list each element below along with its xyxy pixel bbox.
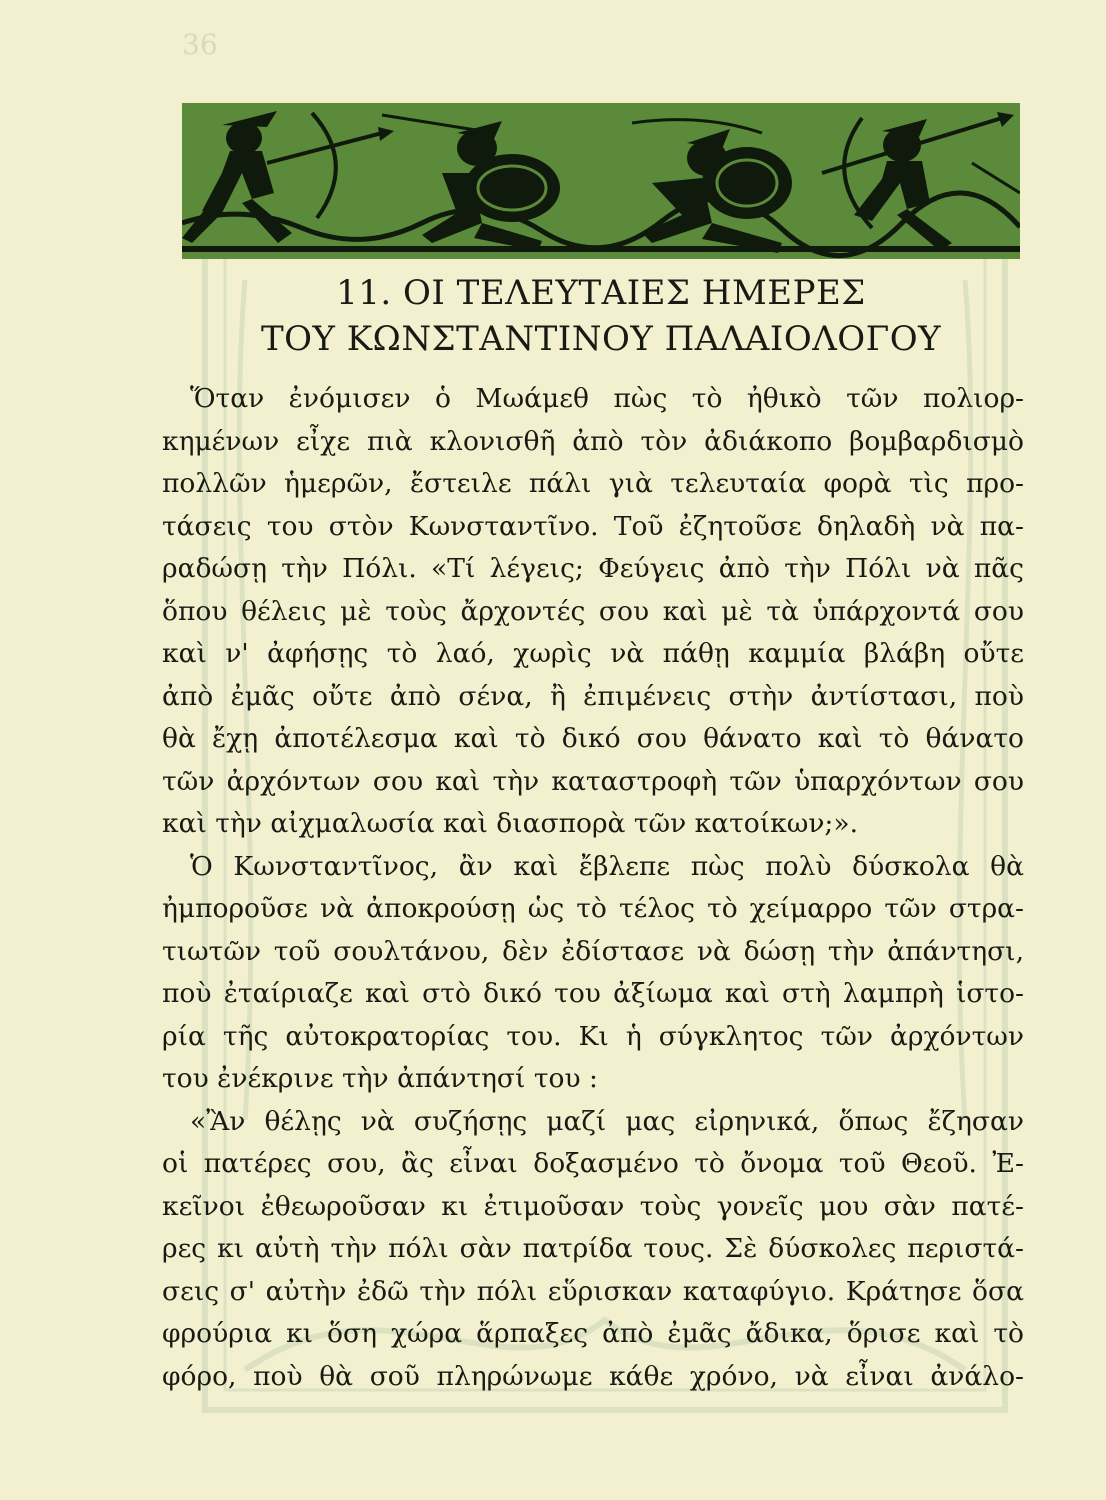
text-line: καὶ τὴν αἰχμαλωσία καὶ διασπορὰ τῶν κατοίκων;».: [162, 808, 858, 839]
text-line: ρες κι αὐτὴ τὴν πόλι σὰν πατρίδα τους. Σὲ δύσκολες περιστά-: [162, 1233, 1024, 1264]
warrior-frieze-icon: [182, 103, 1020, 259]
text-line: κεῖνοι ἐθεωροῦσαν κι ἐτιμοῦσαν τοὺς γονεῖς μου σὰν πατέ-: [162, 1190, 1024, 1222]
text-line: «Ἂν θέλῃς νὰ συζήσῃς μαζί μας εἰρηνικά, ὅπως ἔζησαν: [190, 1105, 1024, 1137]
warrior-frieze-banner: [182, 103, 1020, 259]
text-line: κημένων εἶχε πιὰ κλονισθῆ ἀπὸ τὸν ἀδιάκοπο βομβαρδισμὸ: [162, 425, 1024, 457]
text-line: τῶν ἀρχόντων σου καὶ τὴν καταστροφὴ τῶν ὑπαρχόντων σου: [162, 765, 1024, 797]
text-line: του ἐνέκρινε τὴν ἀπάντησί του :: [162, 1063, 598, 1094]
text-line: Ὅταν ἐνόμισεν ὁ Μωάμεθ πὼς τὸ ἠθικὸ τῶν πολιορ-: [190, 383, 1024, 414]
text-line: οἱ πατέρες σου, ἂς εἶναι δοξασμένο τὸ ὄνομα τοῦ Θεοῦ. Ἐ-: [162, 1148, 1024, 1179]
text-line: ραδώσῃ τὴν Πόλι. «Τί λέγεις; Φεύγεις ἀπὸ τὴν Πόλι νὰ πᾶς: [162, 553, 1024, 584]
text-line: ἠμποροῦσε νὰ ἀποκρούσῃ ὡς τὸ τέλος τὸ χείμαρρο τῶν στρα-: [162, 893, 1024, 924]
text-line: τιωτῶν τοῦ σουλτάνου, δὲν ἐδίστασε νὰ δώσῃ τὴν ἀπάντησι,: [162, 935, 1024, 967]
text-line: ποὺ ἐταίριαζε καὶ στὸ δικό του ἀξίωμα καὶ στὴ λαμπρὴ ἱστο-: [162, 978, 1024, 1009]
text-line: φρούρια κι ὅση χώρα ἅρπαξες ἀπὸ ἐμᾶς ἄδικα, ὅρισε καὶ τὸ: [162, 1318, 1024, 1349]
chapter-title: [182, 270, 1020, 362]
text-line: θὰ ἔχῃ ἀποτέλεσμα καὶ τὸ δικό σου θάνατο καὶ τὸ θάνατο: [162, 723, 1024, 754]
text-line: πολλῶν ἡμερῶν, ἔστειλε πάλι γιὰ τελευταία φορὰ τὶς προ-: [162, 468, 1024, 499]
body-text: [162, 378, 1024, 1398]
chapter-title-line-1: 11. ΟΙ ΤΕΛΕΥΤΑΙΕΣ ΗΜΕΡΕΣ: [336, 273, 866, 313]
text-line: σεις σ' αὐτὴν ἐδῶ τὴν πόλι εὕρισκαν καταφύγιο. Κράτησε ὅσα: [162, 1275, 1024, 1307]
text-line: ρία τῆς αὐτοκρατορίας του. Κι ἡ σύγκλητος τῶν ἀρχόντων: [162, 1020, 1024, 1052]
text-line: φόρο, ποὺ θὰ σοῦ πληρώνωμε κάθε χρόνο, νὰ εἶναι ἀνάλο-: [162, 1360, 1024, 1392]
text-line: τάσεις του στὸν Κωνσταντῖνο. Τοῦ ἐζητοῦσε δηλαδὴ νὰ πα-: [162, 510, 1024, 542]
text-line: ὅπου θέλεις μὲ τοὺς ἄρχοντές σου καὶ μὲ τὰ ὑπάρχοντά σου: [162, 595, 1024, 627]
text-line: ἀπὸ ἐμᾶς οὔτε ἀπὸ σένα, ἢ ἐπιμένεις στὴν ἀντίστασι, ποὺ: [162, 680, 1024, 712]
text-line: καὶ ν' ἀφήσῃς τὸ λαό, χωρὶς νὰ πάθῃ καμμία βλάβη οὔτε: [162, 638, 1024, 669]
chapter-title-line-2: ΤΟΥ ΚΩΝΣΤΑΝΤΙΝΟΥ ΠΑΛΑΙΟΛΟΓΟΥ: [260, 319, 942, 359]
page-number: 36: [182, 28, 218, 61]
text-line: Ὁ Κωνσταντῖνος, ἂν καὶ ἔβλεπε πὼς πολὺ δύσκολα θὰ: [190, 850, 1024, 882]
